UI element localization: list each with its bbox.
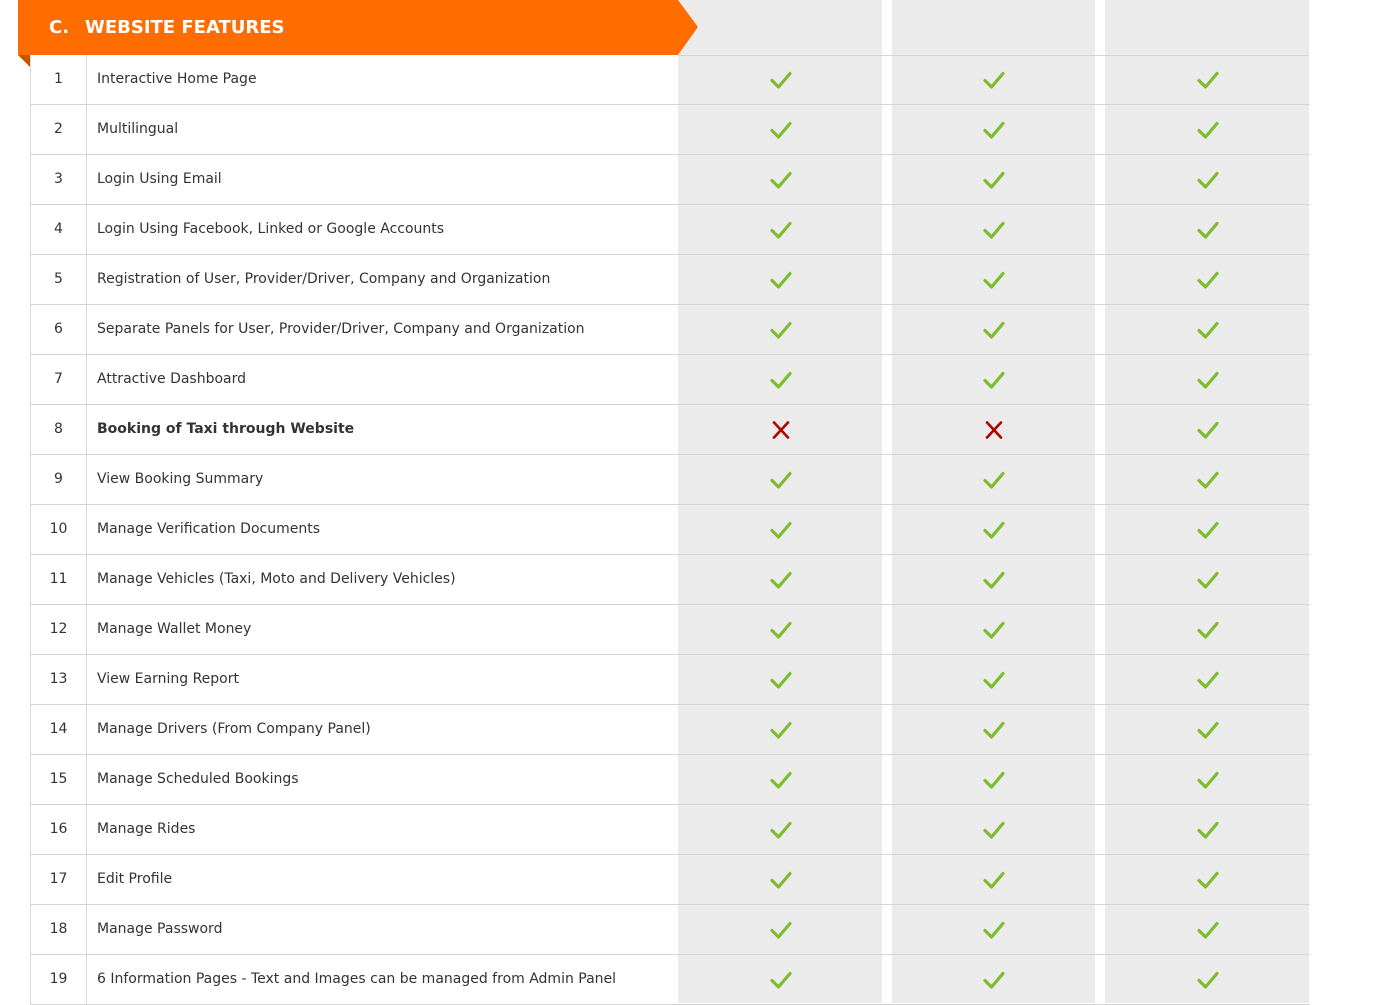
row-number: 17 [31, 855, 87, 904]
check-icon [770, 970, 792, 990]
check-icon [770, 620, 792, 640]
features-table [30, 55, 1310, 1005]
check-icon [983, 770, 1005, 790]
check-icon [1197, 270, 1219, 290]
check-icon [1197, 770, 1219, 790]
check-icon [770, 270, 792, 290]
row-number: 5 [31, 255, 87, 304]
feature-label: Manage Verification Documents [97, 521, 320, 537]
check-icon [983, 120, 1005, 140]
row-number: 9 [31, 455, 87, 504]
row-number: 12 [31, 605, 87, 654]
section-title: WEBSITE FEATURES [85, 17, 285, 38]
feature-label: Login Using Facebook, Linked or Google Accounts [97, 221, 445, 237]
feature-label: Registration of User, Provider/Driver, Company and Organization [97, 271, 551, 287]
section-letter: C. [49, 17, 70, 38]
feature-label: Booking of Taxi through Website [97, 421, 355, 437]
check-icon [1197, 470, 1219, 490]
check-icon [983, 270, 1005, 290]
row-number: 11 [31, 555, 87, 604]
check-icon [983, 970, 1005, 990]
table-row [31, 55, 1310, 105]
check-icon [983, 820, 1005, 840]
check-icon [1197, 720, 1219, 740]
check-icon [983, 70, 1005, 90]
row-number: 13 [31, 655, 87, 704]
row-number: 3 [31, 155, 87, 204]
check-icon [1197, 570, 1219, 590]
check-icon [770, 870, 792, 890]
row-number: 10 [31, 505, 87, 554]
feature-label: Manage Vehicles (Taxi, Moto and Delivery Vehicles) [97, 571, 456, 587]
check-icon [770, 820, 792, 840]
check-icon [770, 920, 792, 940]
check-icon [770, 220, 792, 240]
feature-label: Attractive Dashboard [97, 371, 247, 387]
check-icon [770, 370, 792, 390]
table-row [31, 255, 1310, 305]
check-icon [983, 370, 1005, 390]
table-row [31, 805, 1310, 855]
row-number: 8 [31, 405, 87, 454]
cross-icon [983, 420, 1005, 440]
feature-label: View Earning Report [97, 671, 239, 687]
check-icon [770, 770, 792, 790]
check-icon [983, 670, 1005, 690]
feature-label: Manage Scheduled Bookings [97, 771, 299, 787]
check-icon [983, 620, 1005, 640]
row-number: 4 [31, 205, 87, 254]
row-number: 1 [31, 55, 87, 104]
feature-label: Manage Rides [97, 821, 196, 837]
check-icon [1197, 420, 1219, 440]
row-number: 19 [31, 955, 87, 1004]
check-icon [770, 670, 792, 690]
check-icon [1197, 920, 1219, 940]
check-icon [770, 170, 792, 190]
table-row [31, 305, 1310, 355]
table-row [31, 555, 1310, 605]
check-icon [1197, 120, 1219, 140]
table-row [31, 905, 1310, 955]
feature-label: Manage Wallet Money [97, 621, 252, 637]
check-icon [983, 320, 1005, 340]
feature-label: Login Using Email [97, 171, 222, 187]
table-row [31, 655, 1310, 705]
check-icon [983, 720, 1005, 740]
check-icon [983, 170, 1005, 190]
feature-label: Manage Password [97, 921, 223, 937]
check-icon [983, 520, 1005, 540]
table-row [31, 405, 1310, 455]
row-number: 7 [31, 355, 87, 404]
feature-label: Separate Panels for User, Provider/Driver, Company and Organization [97, 321, 585, 337]
table-row [31, 155, 1310, 205]
check-icon [1197, 170, 1219, 190]
table-row [31, 205, 1310, 255]
check-icon [1197, 670, 1219, 690]
row-number: 18 [31, 905, 87, 954]
check-icon [1197, 520, 1219, 540]
check-icon [1197, 970, 1219, 990]
check-icon [770, 120, 792, 140]
feature-label: Edit Profile [97, 871, 173, 887]
feature-label: Manage Drivers (From Company Panel) [97, 721, 371, 737]
check-icon [770, 470, 792, 490]
header-ribbon-fold [18, 55, 30, 67]
feature-label: View Booking Summary [97, 471, 264, 487]
table-row [31, 855, 1310, 905]
check-icon [770, 320, 792, 340]
check-icon [1197, 220, 1219, 240]
check-icon [983, 920, 1005, 940]
check-icon [1197, 620, 1219, 640]
check-icon [770, 520, 792, 540]
check-icon [983, 220, 1005, 240]
table-row [31, 505, 1310, 555]
check-icon [770, 720, 792, 740]
check-icon [770, 70, 792, 90]
row-number: 6 [31, 305, 87, 354]
cross-icon [770, 420, 792, 440]
table-row [31, 455, 1310, 505]
check-icon [1197, 370, 1219, 390]
row-number: 2 [31, 105, 87, 154]
check-icon [983, 470, 1005, 490]
table-row [31, 955, 1310, 1005]
table-row [31, 755, 1310, 805]
feature-label: 6 Information Pages - Text and Images can be managed from Admin Panel [97, 971, 617, 987]
check-icon [983, 570, 1005, 590]
row-number: 14 [31, 705, 87, 754]
check-icon [1197, 820, 1219, 840]
table-row [31, 605, 1310, 655]
check-icon [1197, 320, 1219, 340]
feature-label: Interactive Home Page [97, 71, 257, 87]
check-icon [1197, 70, 1219, 90]
check-icon [1197, 870, 1219, 890]
check-icon [983, 870, 1005, 890]
feature-label: Multilingual [97, 121, 179, 137]
table-row [31, 705, 1310, 755]
row-number: 15 [31, 755, 87, 804]
table-row [31, 105, 1310, 155]
table-row [31, 355, 1310, 405]
check-icon [770, 570, 792, 590]
row-number: 16 [31, 805, 87, 854]
